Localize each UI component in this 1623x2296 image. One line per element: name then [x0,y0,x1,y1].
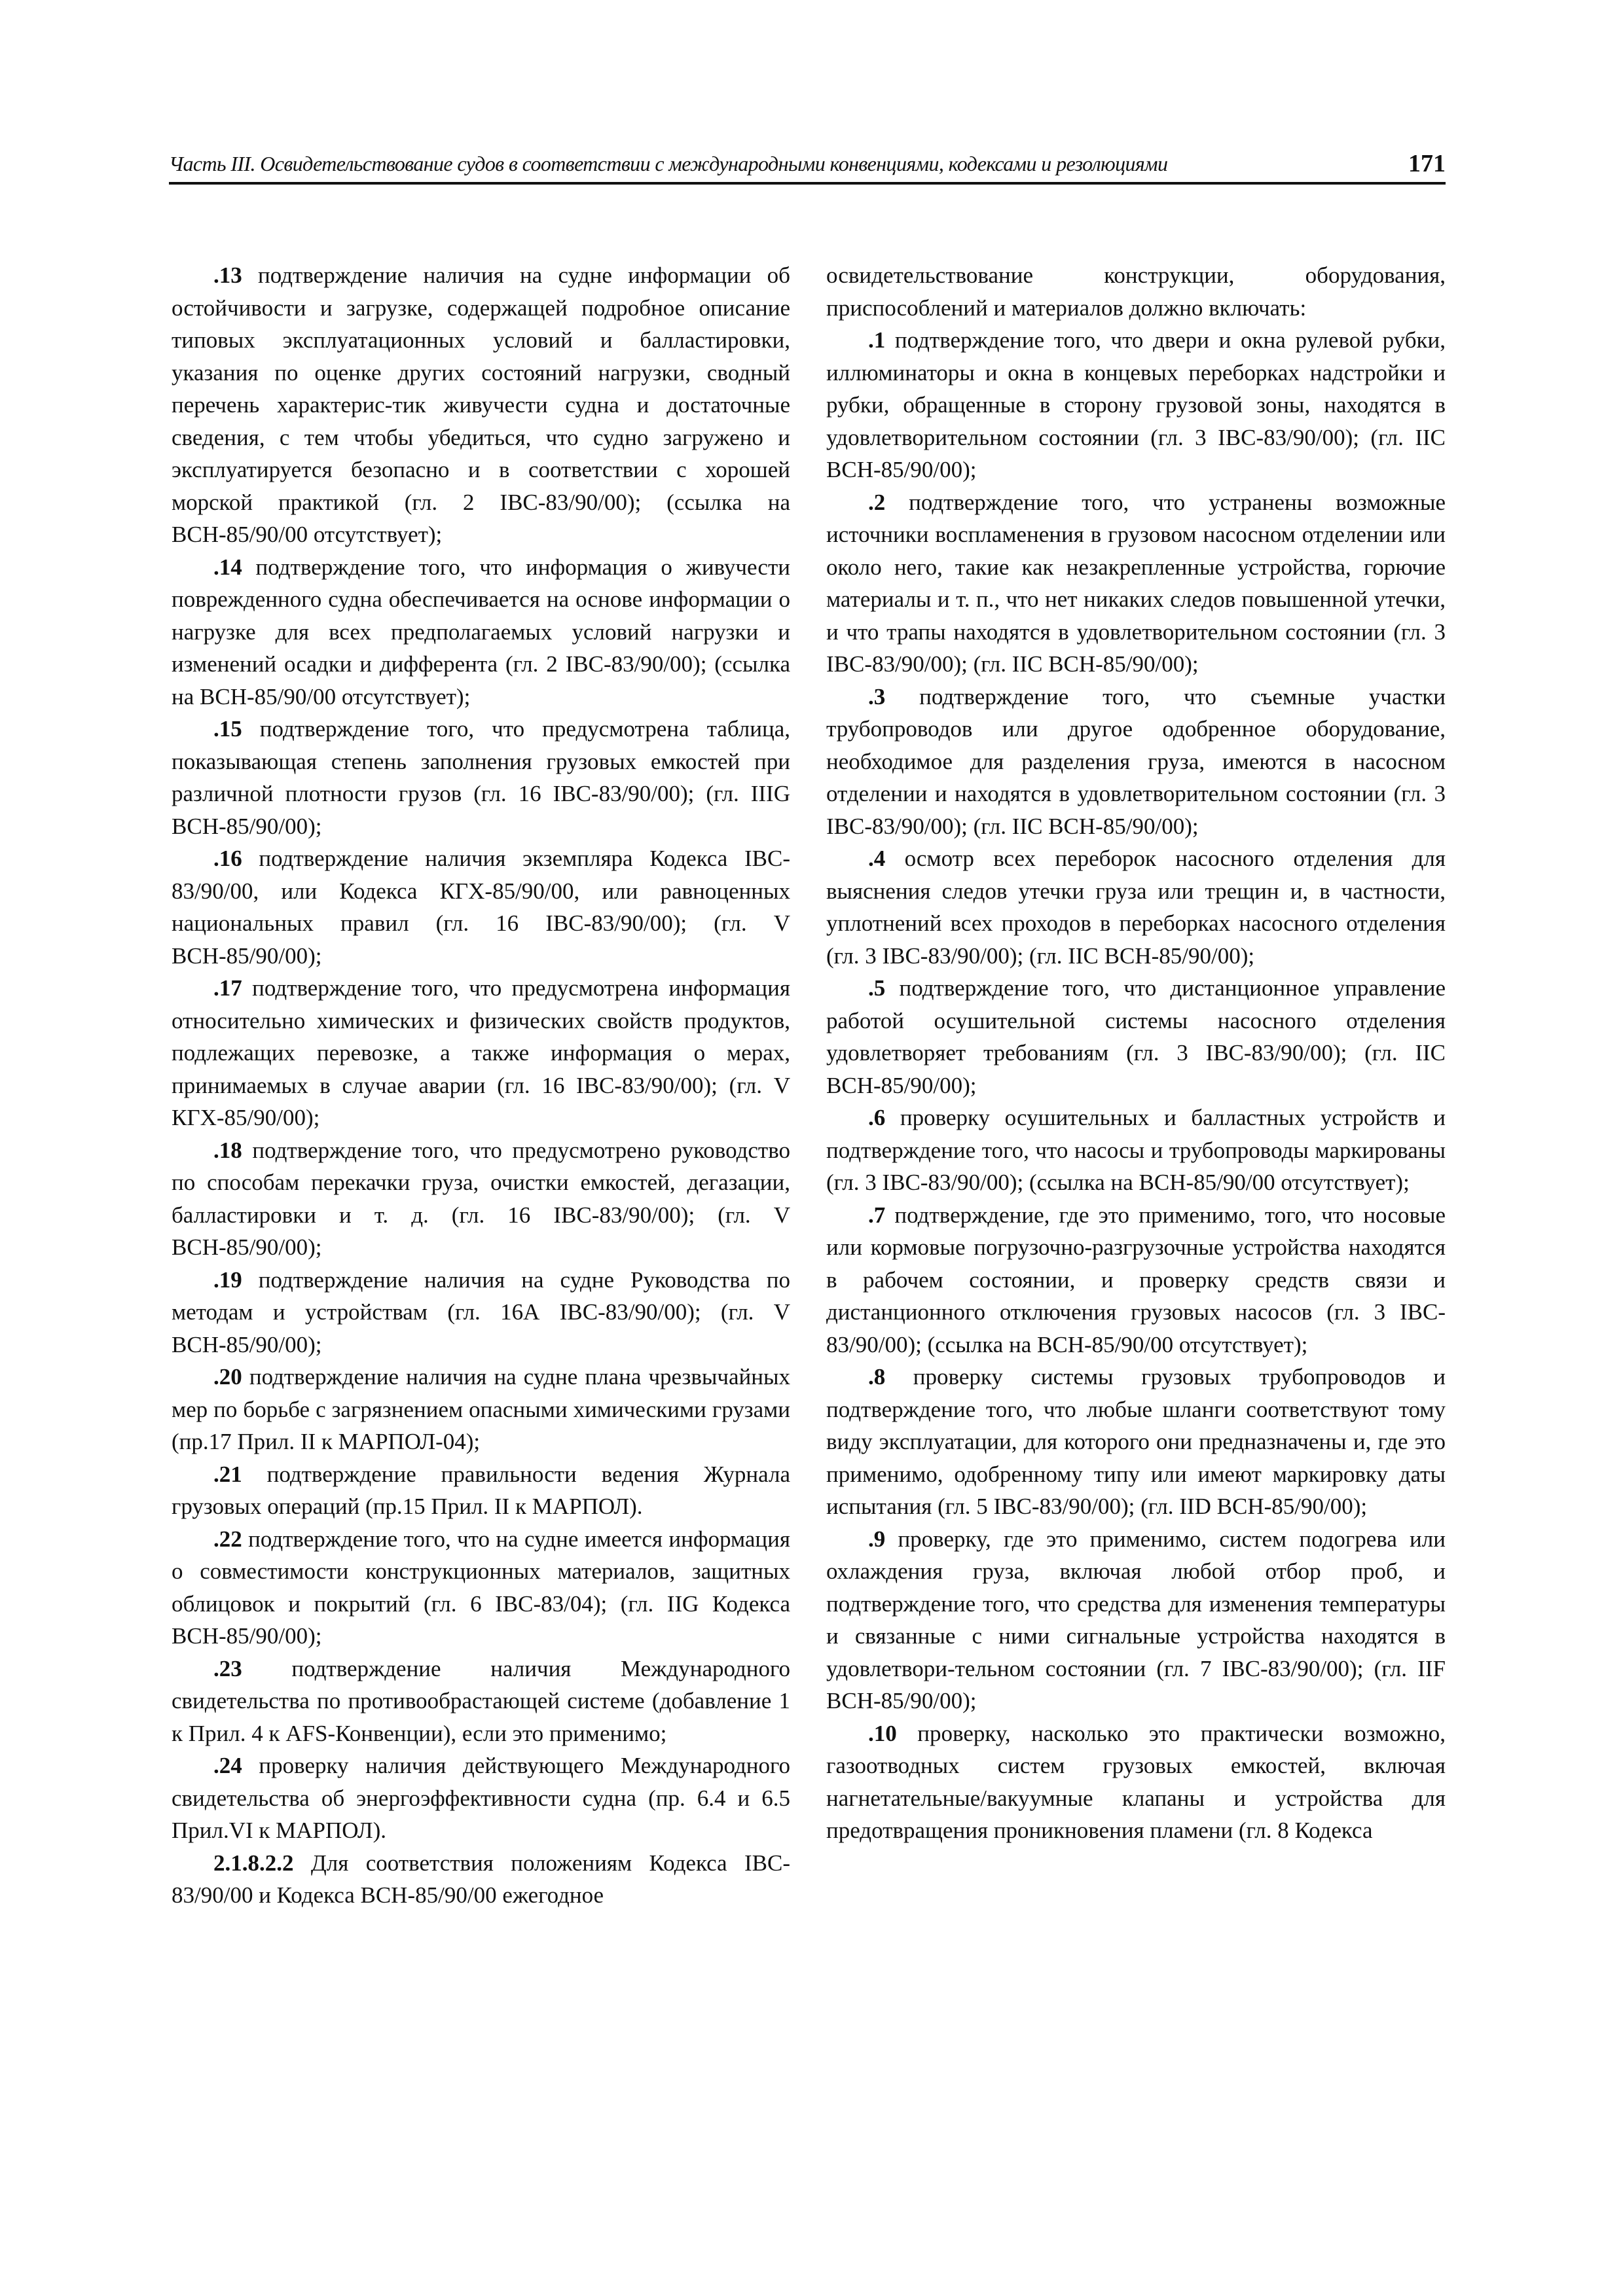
paragraph-text: проверку осушительных и балластных устройств и подтверждение того, что насосы и трубопроводы маркированы (гл. 3 IBC-83/90/00); (ссылка на ВСН-85/90/00 отсутствует); [826,1105,1446,1195]
paragraph-text: подтверждение того, что дистанционное управление работой осушительной системы насосного отделения удовлетворяет требованиям (гл. 3 IBC-83/90/00); (гл. IIC ВСН-85/90/00); [826,975,1446,1098]
paragraph-text: подтверждение наличия на судне Руководства по методам и устройствам (гл. 16А IBC-83/90/00); (гл. V ВСН-85/90/00); [172,1266,790,1357]
right-column [826,259,1446,1847]
item-number: .2 [868,489,886,515]
paragraph-text: подтверждение того, что на судне имеется информация о совместимости конструкционных материалов, защитных облицовок и покрытий (гл. 6 IBC-83/04); (гл. IIG Кодекса ВСН-85/90/00); [172,1526,790,1649]
item-number: .7 [868,1202,886,1228]
item-number: .10 [868,1720,897,1746]
item-number: .6 [868,1105,886,1130]
paragraph [826,842,1446,972]
item-number: .23 [213,1655,242,1681]
item-number: .20 [213,1364,242,1390]
paragraph [172,1653,790,1750]
item-number: .1 [868,327,886,353]
paragraph [172,842,790,972]
paragraph-text: подтверждение того, что информация о живучести поврежденного судна обеспечивается на основе информации о нагрузке для всех предполагаемых условий нагрузки и изменений осадки и дифферента (гл. 2 IBC-83/90/00); (ссылка на ВСН-85/90/00 отсутствует); [172,554,790,709]
item-number: .19 [213,1266,242,1293]
item-number: .15 [213,716,242,742]
item-number: .13 [213,262,242,288]
paragraph-text: подтверждение того, что двери и окна рулевой рубки, иллюминаторы и окна в концевых переборках надстройки и рубки, обращенные в сторону грузовой зоны, находятся в удовлетворительном состоянии (гл. 3 IBC-83/90/00); (гл. IIC ВСН-85/90/00); [826,327,1446,482]
paragraph-text: подтверждение того, что съемные участки трубопроводов или другое одобренное оборудование, необходимое для разделения груза, имеются в насосном отделении и находятся в удовлетворительном состоянии (гл. 3 IBC-83/90/00); (гл. IIC ВСН-85/90/00); [826,683,1446,839]
item-number: .16 [213,846,242,871]
paragraph [826,972,1446,1102]
paragraph [826,324,1446,486]
paragraph-text: проверку наличия действующего Международного свидетельства об энергоэффективности судна (пр. 6.4 и 6.5 Прил.VI к МАРПОЛ). [172,1753,790,1843]
paragraph-text: подтверждение того, что устранены возможные источники воспламенения в грузовом насосном отделении или около него, такие как незакрепленные устройства, горючие материалы и т. п., что нет никаких следов повышенной утечки, и что трапы находятся в удовлетворительном состоянии (гл. 3 IBC-83/90/00); (гл. IIC ВСН-85/90/00); [826,489,1446,677]
paragraph [826,486,1446,681]
paragraph-text: освидетельствование конструкции, оборудования, приспособлений и материалов должно включать: [826,262,1446,321]
item-number: 2.1.8.2.2 [213,1850,294,1876]
paragraph [172,1523,790,1653]
paragraph-text: подтверждение того, что предусмотрена таблица, показывающая степень заполнения грузовых емкостей при различной плотности грузов (гл. 16 IBC-83/90/00); (гл. IIIG ВСН-85/90/00); [172,716,790,839]
paragraph [172,1134,790,1264]
paragraph [826,1523,1446,1717]
item-number: .3 [868,683,886,709]
paragraph [826,259,1446,324]
paragraph-text: проверку, насколько это практически возможно, газоотводных систем грузовых емкостей, включая нагнетательные/вакуумные клапаны и устройства для предотвращения проникновения пламени (гл. 8 Кодекса [826,1720,1446,1843]
header-title: Часть III. Освидетельствование судов в соответствии с международными конвенциями, кодексами и резолюциями [169,152,1168,175]
item-number: .5 [868,975,886,1001]
paragraph-text: подтверждение того, что предусмотрена информация относительно химических и физических свойств продуктов, подлежащих перевозке, а также информация о мерах, принимаемых в случае аварии (гл. 16 IBC-83/90/00); (гл. V КГХ-85/90/00); [172,975,790,1130]
paragraph-text: подтверждение, где это применимо, того, что носовые или кормовые погрузочно-разгрузочные устройства находятся в рабочем состоянии, и проверку средств связи и дистанционного отключения грузовых насосов (гл. 3 IBC-83/90/00); (ссылка на ВСН-85/90/00 отсутствует); [826,1202,1446,1357]
paragraph-text: подтверждение правильности ведения Журнала грузовых операций (пр.15 Прил. II к МАРПОЛ). [172,1461,790,1519]
paragraph [826,1717,1446,1847]
paragraph [172,713,790,842]
paragraph-text: подтверждение наличия на судне информации об остойчивости и загрузке, содержащей подробное описание типовых эксплуатационных условий и балластировки, указания по оценке других состояний нагрузки, сводный перечень характерис-тик живучести судна и достаточные сведения, с тем чтобы убедиться, что судно загружено и эксплуатируется безопасно и в соответствии с хорошей морской практикой (гл. 2 IBC-83/90/00); (ссылка на ВСН-85/90/00 отсутствует); [172,262,790,547]
paragraph [172,551,790,713]
item-number: .8 [868,1364,886,1390]
paragraph-text: Для соответствия положениям Кодекса IBC-83/90/00 и Кодекса ВСН-85/90/00 ежегодное [172,1850,790,1908]
paragraph-text: проверку, где это применимо, систем подогрева или охлаждения груза, включая любой отбор проб, и подтверждение того, что средства для изменения температуры и связанные с ними сигнальные устройства находятся в удовлетвори-тельном состоянии (гл. 7 IBC-83/90/00); (гл. IIF ВСН-85/90/00); [826,1526,1446,1713]
paragraph [826,1361,1446,1523]
item-number: .24 [213,1753,242,1778]
item-number: .18 [213,1137,242,1163]
item-number: .14 [213,554,242,580]
paragraph [826,1102,1446,1199]
item-number: .22 [213,1526,242,1552]
page-number: 171 [1408,150,1446,177]
paragraph [826,681,1446,843]
item-number: .21 [213,1461,242,1487]
paragraph-text: осмотр всех переборок насосного отделения для выяснения следов утечки груза или трещин и, в частности, уплотнений всех проходов в переборках насосного отделения (гл. 3 IBC-83/90/00); (гл. IIC ВСН-85/90/00); [826,846,1446,969]
paragraph-text: подтверждение наличия экземпляра Кодекса IBC-83/90/00, или Кодекса КГХ-85/90/00, или равноценных национальных правил (гл. 16 IBC-83/90/00); (гл. V ВСН-85/90/00); [172,846,790,969]
paragraph [172,259,790,551]
left-column [172,259,790,1912]
paragraph [172,1847,790,1912]
running-header [169,145,1446,185]
paragraph [172,1264,790,1361]
paragraph-text: проверку системы грузовых трубопроводов и подтверждение того, что любые шланги соответствуют тому виду эксплуатации, для которого они предназначены и, где это применимо, одобренному типу или имеют маркировку даты испытания (гл. 5 IBC-83/90/00); (гл. IID ВСН-85/90/00); [826,1364,1446,1519]
paragraph [172,1749,790,1847]
paragraph [172,1361,790,1458]
paragraph [826,1199,1446,1361]
paragraph-text: подтверждение того, что предусмотрено руководство по способам перекачки груза, очистки емкостей, дегазации, балластировки и т. д. (гл. 16 IBC-83/90/00); (гл. V ВСН-85/90/00); [172,1137,790,1260]
paragraph [172,1458,790,1523]
item-number: .4 [868,846,886,871]
paragraph [172,972,790,1134]
item-number: .17 [213,975,242,1001]
paragraph-text: подтверждение наличия Международного свидетельства по противообрастающей системе (добавление 1 к Прил. 4 к AFS-Конвенции), если это применимо; [172,1655,790,1746]
item-number: .9 [868,1526,886,1552]
paragraph-text: подтверждение наличия на судне плана чрезвычайных мер по борьбе с загрязнением опасными химическими грузами (пр.17 Прил. II к МАРПОЛ-04); [172,1364,790,1454]
